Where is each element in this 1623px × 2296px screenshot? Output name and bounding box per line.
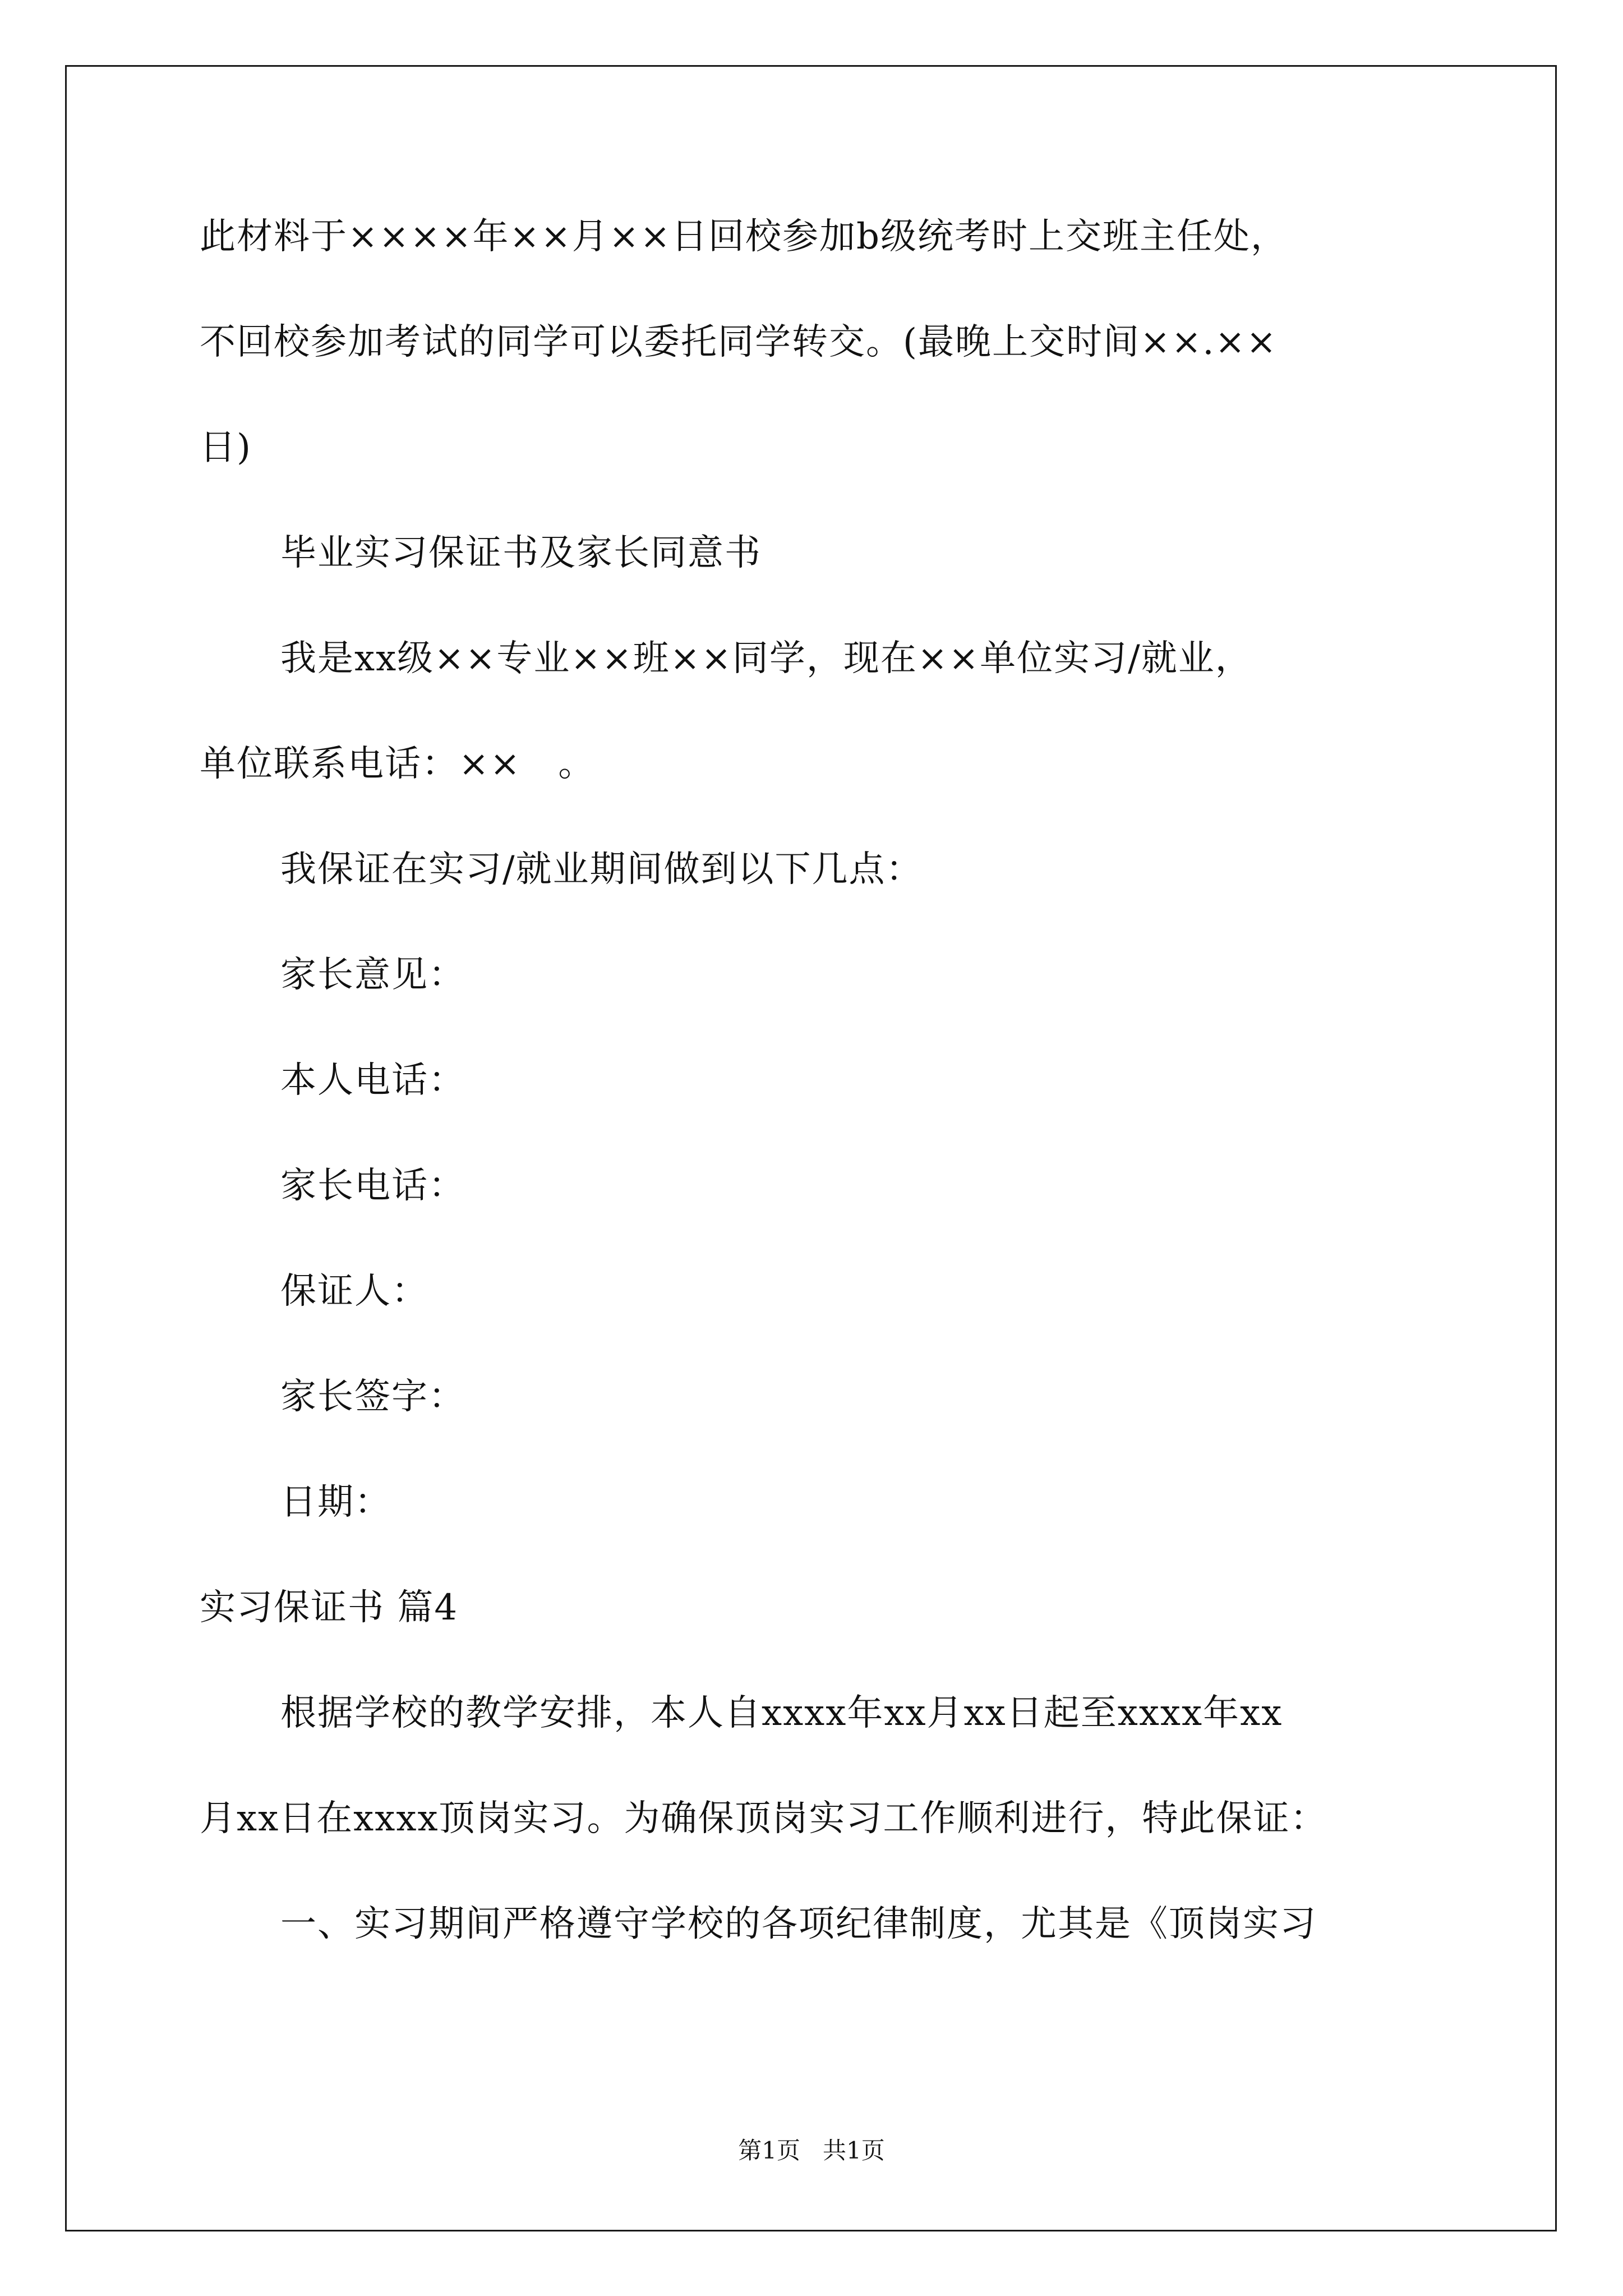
form-field-label: 日期： <box>280 1481 391 1523</box>
section-heading: 毕业实习保证书及家长同意书 <box>280 532 762 574</box>
page-footer <box>0 2135 1623 2166</box>
paragraph-line: 单位联系电话：×× 。 <box>200 743 596 785</box>
section-title: 实习保证书 篇4 <box>200 1587 459 1628</box>
paragraph-line: 根据学校的教学安排，本人自xxxx年xx月xx日起至xxxx年xx <box>280 1692 1283 1734</box>
paragraph-line: 我保证在实习/就业期间做到以下几点： <box>280 849 923 890</box>
paragraph-line: 不回校参加考试的同学可以委托同学转交。(最晚上交时间××.×× <box>200 321 1278 363</box>
form-field-label: 家长意见： <box>280 954 465 996</box>
page-total: 共1页 <box>823 2137 885 2164</box>
paragraph-line: 此材料于××××年××月××日回校参加b级统考时上交班主任处， <box>200 216 1288 257</box>
paragraph-line: 月xx日在xxxx顶岗实习。为确保顶岗实习工作顺利进行，特此保证： <box>200 1798 1327 1839</box>
form-field-label: 本人电话： <box>280 1060 465 1101</box>
form-field-label: 保证人： <box>280 1271 428 1312</box>
paragraph-line: 日) <box>200 427 252 468</box>
page-number: 第1页 <box>738 2137 800 2164</box>
paragraph-line: 我是xx级××专业××班××同学，现在××单位实习/就业， <box>280 638 1252 679</box>
paragraph-line: 一、实习期间严格遵守学校的各项纪律制度，尤其是《顶岗实习 <box>280 1903 1317 1945</box>
form-field-label: 家长签字： <box>280 1376 465 1418</box>
form-field-label: 家长电话： <box>280 1165 465 1207</box>
